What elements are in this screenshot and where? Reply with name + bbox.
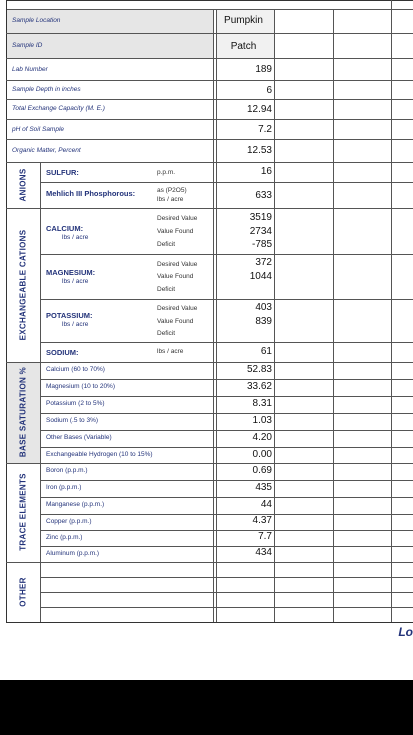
exchange-capacity-value: 12.94 — [246, 104, 272, 115]
manganese-value: 44 — [260, 499, 272, 510]
anions-section-label: ANIONS — [18, 168, 28, 202]
base-saturation-section-label: BASE SATURATION % — [18, 366, 28, 458]
black-letterbox — [0, 680, 413, 735]
sulfur-unit: p.p.m. — [157, 169, 176, 176]
cations-section-label: EXCHANGEABLE CATIONS — [18, 229, 28, 341]
sample-depth-value: 6 — [266, 85, 272, 96]
iron-label: Iron (p.p.m.) — [46, 484, 82, 491]
magnesium-label: MAGNESIUM: — [46, 268, 96, 277]
potassium-unit: lbs / acre — [62, 321, 89, 328]
cut-off-heading-fragment: Lo — [398, 625, 413, 639]
bs-sodium-label: Sodium (.5 to 3%) — [46, 417, 99, 424]
calcium-deficit-label: Deficit — [157, 241, 176, 248]
calcium-desired-value: 3519 — [249, 212, 272, 223]
zinc-value: 7.7 — [258, 531, 272, 542]
zinc-label: Zinc (p.p.m.) — [46, 534, 83, 541]
boron-label: Boron (p.p.m.) — [46, 467, 88, 474]
iron-value: 435 — [255, 482, 272, 493]
ph-label: pH of Soil Sample — [12, 126, 65, 133]
bs-sodium-value: 1.03 — [252, 415, 272, 426]
magnesium-deficit-label: Deficit — [157, 286, 176, 293]
lab-number-value: 189 — [255, 64, 272, 75]
phosphorous-label: Mehlich III Phosphorous: — [46, 189, 136, 198]
potassium-found-label: Value Found — [157, 318, 194, 325]
potassium-desired-value: 403 — [255, 302, 272, 313]
exchange-capacity-label: Total Exchange Capacity (M. E.) — [12, 105, 105, 112]
lab-number-label: Lab Number — [12, 66, 48, 73]
calcium-label: CALCIUM: — [46, 224, 84, 233]
bs-calcium-value: 52.83 — [246, 364, 272, 375]
other-section-label: OTHER — [18, 577, 28, 607]
aluminum-value: 434 — [255, 547, 272, 558]
magnesium-found-label: Value Found — [157, 273, 194, 280]
magnesium-desired-value: 372 — [255, 257, 272, 268]
sample-id-label: Sample ID — [12, 42, 43, 49]
organic-matter-label: Organic Matter, Percent — [12, 147, 81, 154]
bs-magnesium-value: 33.62 — [246, 381, 272, 392]
sample-id-value: Patch — [230, 41, 257, 52]
magnesium-found-value: 1044 — [249, 271, 272, 282]
bs-potassium-label: Potassium (2 to 5%) — [46, 400, 105, 407]
phosphorous-unit-line2: lbs / acre — [157, 196, 184, 203]
bs-potassium-value: 8.31 — [252, 398, 272, 409]
manganese-label: Manganese (p.p.m.) — [46, 501, 105, 508]
organic-matter-value: 12.53 — [246, 145, 272, 156]
calcium-desired-label: Desired Value — [157, 215, 198, 222]
sample-depth-label: Sample Depth in inches — [12, 86, 81, 93]
potassium-found-value: 839 — [255, 316, 272, 327]
sample-location-label: Sample Location — [12, 17, 61, 24]
sulfur-label: SULFUR: — [46, 168, 79, 177]
calcium-found-label: Value Found — [157, 228, 194, 235]
potassium-deficit-label: Deficit — [157, 330, 176, 337]
bs-hydrogen-value: 0.00 — [252, 449, 272, 460]
trace-elements-section-label: TRACE ELEMENTS — [18, 473, 28, 551]
calcium-deficit-value: -785 — [251, 239, 272, 250]
sodium-label: SODIUM: — [46, 348, 79, 357]
sample-location-value: Pumpkin — [224, 15, 263, 26]
copper-value: 4.37 — [252, 515, 272, 526]
bs-hydrogen-label: Exchangeable Hydrogen (10 to 15%) — [46, 451, 153, 458]
bs-calcium-label: Calcium (60 to 70%) — [46, 366, 105, 373]
sulfur-value: 16 — [260, 166, 272, 177]
phosphorous-value: 633 — [255, 190, 272, 201]
potassium-desired-label: Desired Value — [157, 305, 198, 312]
calcium-found-value: 2734 — [249, 226, 272, 237]
magnesium-desired-label: Desired Value — [157, 261, 198, 268]
aluminum-label: Aluminum (p.p.m.) — [46, 550, 100, 557]
copper-label: Copper (p.p.m.) — [46, 518, 92, 525]
sodium-value: 61 — [260, 346, 272, 357]
bs-magnesium-label: Magnesium (10 to 20%) — [46, 383, 116, 390]
boron-value: 0.69 — [252, 465, 272, 476]
sodium-unit: lbs / acre — [157, 348, 184, 355]
ph-value: 7.2 — [258, 124, 272, 135]
magnesium-unit: lbs / acre — [62, 278, 89, 285]
bs-other-bases-value: 4.20 — [252, 432, 272, 443]
calcium-unit: lbs / acre — [62, 234, 89, 241]
bs-other-bases-label: Other Bases (Variable) — [46, 434, 112, 441]
potassium-label: POTASSIUM: — [46, 311, 93, 320]
phosphorous-unit-line1: as (P2O5) — [157, 187, 187, 194]
